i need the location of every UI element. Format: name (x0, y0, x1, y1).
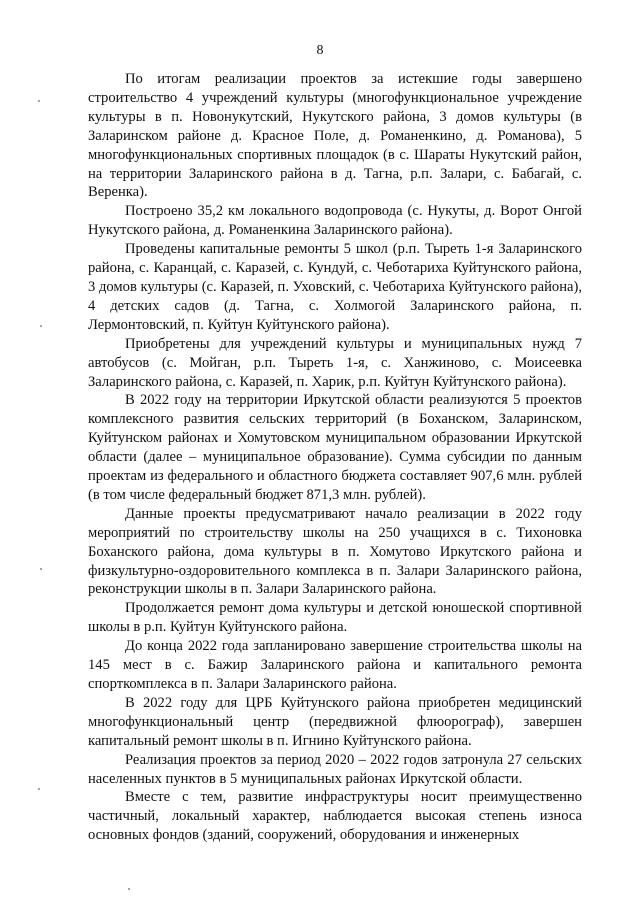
paragraph-water-supply: Построено 35,2 км локального водопровода (с. Нукуты, д. Ворот Онгой Нукутского района, д. Романенкина Заларинского района). (88, 203, 582, 239)
page-number: 8 (316, 43, 324, 58)
paragraph-settlements-reached: Реализация проектов за период 2020 – 2022 годов затронула 27 сельских населенных пунктов в 5 муниципальных районах Иркутской области. (88, 751, 582, 787)
scan-speck (38, 788, 40, 790)
scan-speck (40, 325, 42, 327)
paragraph-planned-completion: До конца 2022 года запланировано завершение строительства школы на 145 мест в с. Бажир Заларинского района и капитального ремонта спорткомплекса в п. Залари Заларинского района. (88, 638, 582, 692)
paragraph-hospital-equipment: В 2022 году для ЦРБ Куйтунского района приобретен медицинский многофункциональный центр (передвижной флюорограф), завершен капитальный ремонт школы в п. Игнино Куйтунского района. (88, 694, 582, 749)
document-body (88, 70, 582, 845)
paragraph-ongoing-repair: Продолжается ремонт дома культуры и детской юношеской спортивной школы в р.п. Куйтун Куйтунского района. (88, 600, 582, 636)
paragraph-capital-repairs: Проведены капитальные ремонты 5 школ (р.п. Тыреть 1-я Заларинского района, с. Каранцай, с. Каразей, с. Кундуй, с. Чеботариха Куйтунского района, 3 домов культуры (с. Каразей, п. Уховский, с. Чеботариха Куйтунского района), 4 детских садов (д. Тагна, с. Холмогой Заларинского района, п. Лермонтовский, п. Куйтун Куйтунского района). (88, 241, 582, 333)
scan-speck (38, 100, 40, 102)
paragraph-2022-projects: В 2022 году на территории Иркутской области реализуются 5 проектов комплексного развития сельских территорий (в Боханском, Заларинском, Куйтунском районах и Хомутовском муниципальном образовании Иркутской области (далее – муниципальное образование). Сумма субсидии по данным проектам из федерального и областного бюджета составляет 907,6 млн. рублей (в том числе федеральный бюджет 871,3 млн. рублей). (88, 392, 582, 503)
paragraph-project-measures: Данные проекты предусматривают начало реализации в 2022 году мероприятий по строительству школы на 250 учащихся в с. Тихоновка Боханского района, дома культуры в п. Хомутово Иркутского района и физкультурно-оздоровительного комплекса в п. Залари Заларинского района, реконструкции школы в п. Залари Заларинского района. (88, 505, 582, 598)
paragraph-infrastructure-wear: Вместе с тем, развитие инфраструктуры носит преимущественно частичный, локальный характер, наблюдается высокая степень износа основных фондов (зданий, сооружений, оборудования и инженерных (88, 789, 582, 844)
paragraph-completed-construction: По итогам реализации проектов за истекшие годы завершено строительство 4 учреждений культуры (многофункциональное учреждение культуры в п. Новонукутский, Нукутского района, 3 домов культуры (в Заларинском районе д. Красное Поле, д. Романенкино, д. Романова), 5 многофункциональных спортивных площадок (в с. Шараты Нукутский район, на территории Заларинского района в д. Тагна, р.п. Залари, с. Бабагай, с. Веренка). (88, 71, 582, 201)
paragraph-buses: Приобретены для учреждений культуры и муниципальных нужд 7 автобусов (с. Мойган, р.п. Тыреть 1-я, с. Ханжиново, с. Моисеевка Заларинского района, с. Каразей, п. Харик, р.п. Куйтун Куйтунского района). (88, 335, 582, 390)
scan-speck (40, 568, 42, 570)
scan-speck (128, 888, 130, 890)
